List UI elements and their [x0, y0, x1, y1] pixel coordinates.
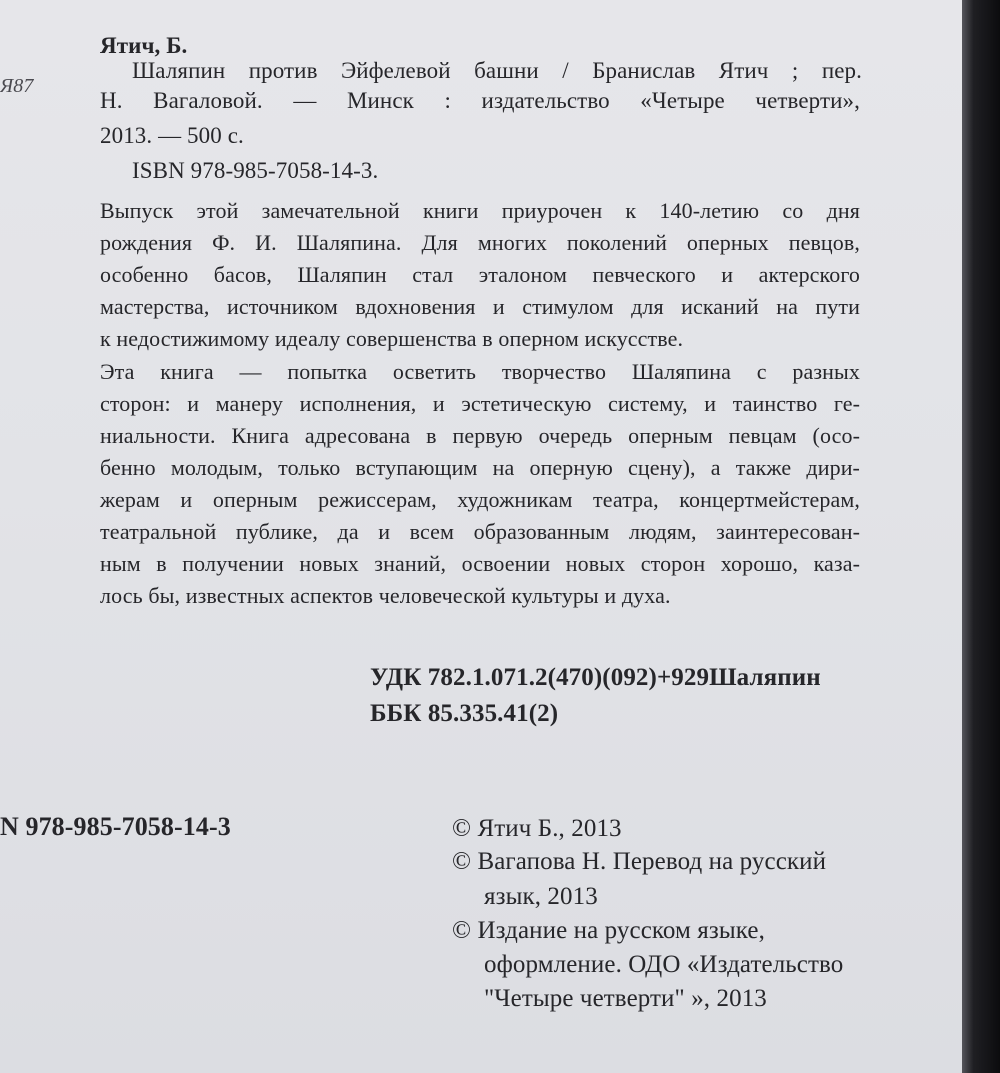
annotation-paragraph-1: [100, 195, 860, 355]
annotation-p1-line: рождения Ф. И. Шаляпина. Для многих поколений оперных певцов,: [100, 230, 860, 255]
annotation-p1-line: особенно басов, Шаляпин стал эталоном певческого и актерского: [100, 262, 860, 287]
udc-code: УДК 782.1.071.2(470)(092)+929Шаляпин: [370, 664, 821, 691]
copyright-publisher-line-2: оформление. ОДО «Издательство: [484, 951, 844, 978]
annotation-p2-line: ным в получении новых знаний, освоении новых сторон хорошо, каза-: [100, 551, 860, 576]
annotation-paragraph-2: [100, 356, 860, 612]
isbn-bottom: N 978-985-7058-14-3: [0, 812, 231, 841]
copyright-author: © Ятич Б., 2013: [452, 815, 622, 842]
annotation-p2-line: жерам и оперным режиссерам, художникам театра, концертмейстерам,: [100, 487, 860, 512]
copyright-translation-line-2: язык, 2013: [484, 883, 598, 910]
annotation-p1-line: Выпуск этой замечательной книги приурочен к 140-летию со дня: [100, 198, 860, 223]
copyright-publisher-line-3: "Четыре четверти" », 2013: [484, 985, 767, 1012]
page-edge-shadow: [962, 0, 1000, 1073]
bibliographic-line-1: Шаляпин против Эйфелевой башни / Бранислав Ятич ; пер.: [132, 58, 862, 83]
annotation-p2-line: Эта книга — попытка осветить творчество Шаляпина с разных: [100, 359, 860, 384]
annotation-p1-line: к недостижимому идеалу совершенства в оперном искусстве.: [100, 326, 684, 351]
isbn-top: ISBN 978-985-7058-14-3.: [132, 158, 379, 183]
annotation-p1-line: мастерства, источником вдохновения и стимулом для исканий на пути: [100, 294, 860, 319]
bbk-code: ББК 85.335.41(2): [370, 700, 559, 727]
annotation-p2-line: ниальности. Книга адресована в первую очередь оперным певцам (осо-: [100, 423, 860, 448]
annotation-p2-line: театральной публике, да и всем образованным людям, заинтересован-: [100, 519, 860, 544]
bibliographic-line-3: 2013. — 500 с.: [100, 123, 244, 148]
annotation-p2-line: сторон: и манеру исполнения, и эстетическую систему, и таинство ге-: [100, 391, 860, 416]
copyright-publisher-line-1: © Издание на русском языке,: [452, 917, 765, 944]
copyright-translation-line-1: © Вагапова Н. Перевод на русский: [452, 848, 827, 875]
author-heading: Ятич, Б.: [100, 33, 188, 58]
annotation-p2-line: бенно молодым, только вступающим на оперную сцену), а также дири-: [100, 455, 860, 480]
annotation-p2-line: лось бы, известных аспектов человеческой культуры и духа.: [100, 583, 671, 608]
bibliographic-line-2: Н. Вагаловой. — Минск : издательство «Четыре четверти»,: [100, 88, 860, 113]
margin-code: Я87: [0, 75, 34, 97]
